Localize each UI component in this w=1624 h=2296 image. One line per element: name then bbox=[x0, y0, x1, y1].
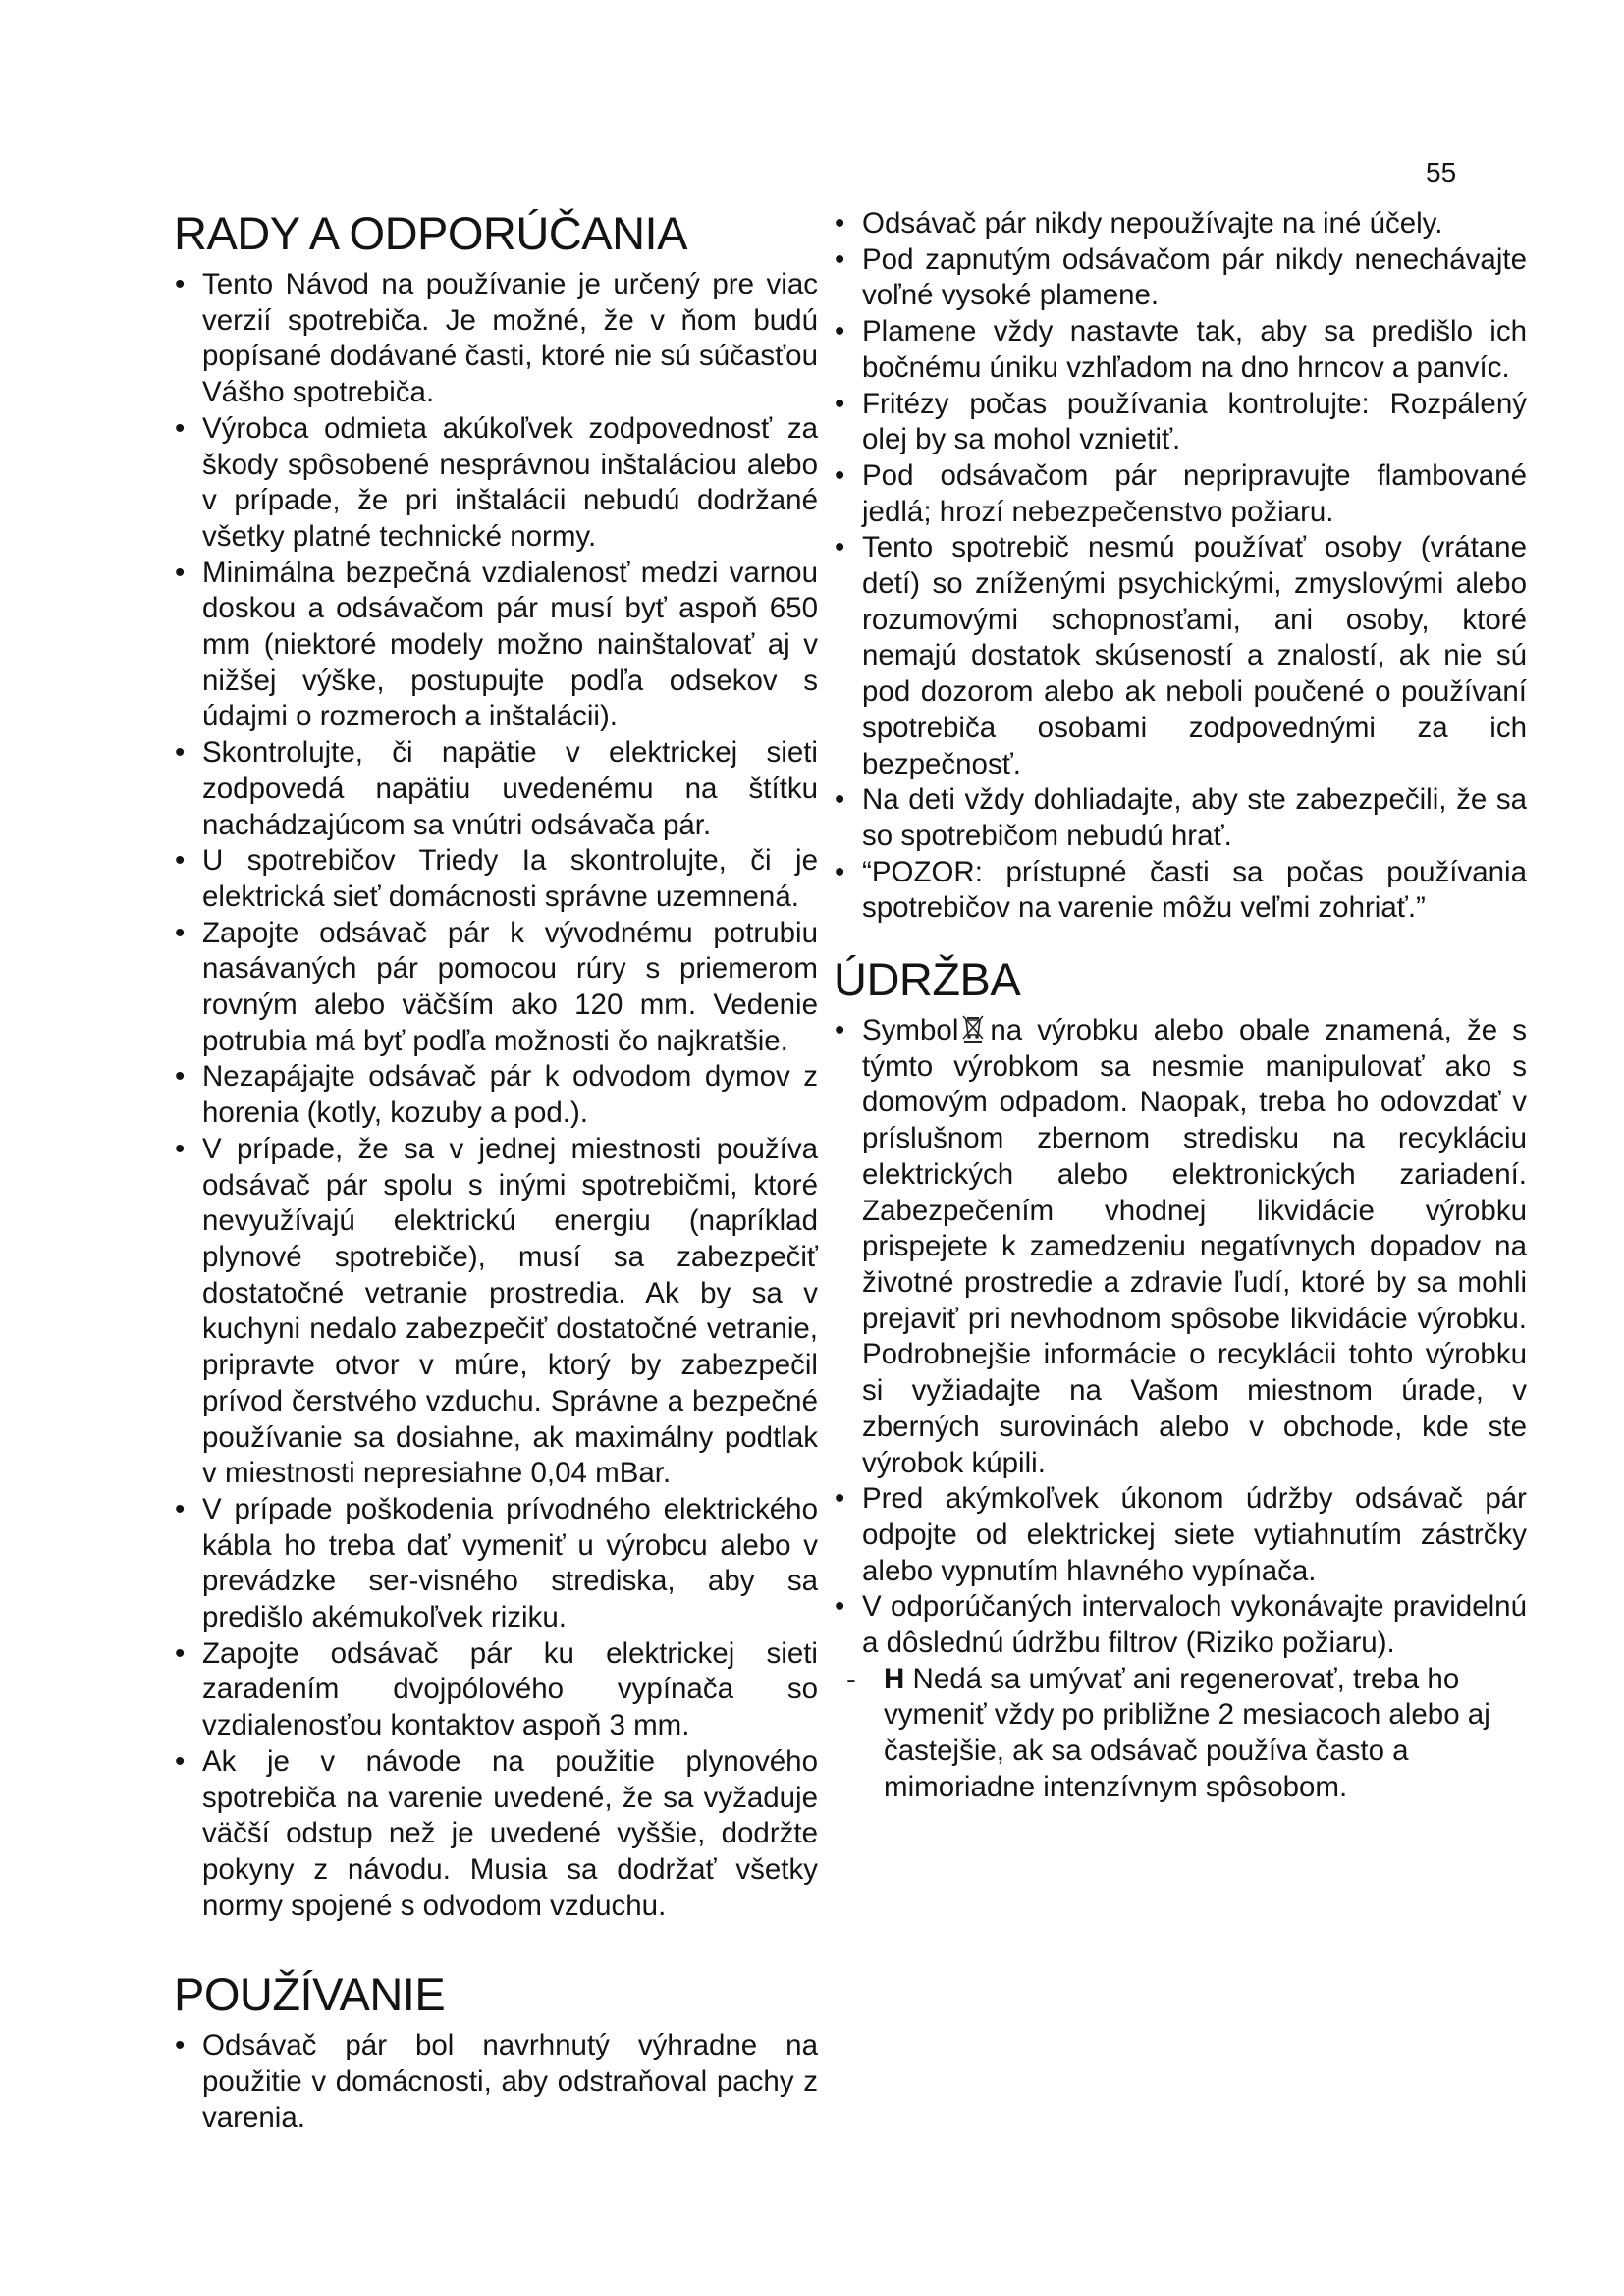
usage-list bbox=[175, 2028, 818, 2136]
section-heading-maintenance: ÚDRŽBA bbox=[834, 953, 1021, 1006]
list-item: • Ak je v návode na použitie plynového spotrebiča na varenie uvedené, že sa vyžaduje väčší odstup než je uvedené vyššie, dodržte pokyny z návodu. Musia sa dodržať všetky normy spojené s odvodom vzduchu. bbox=[175, 1744, 818, 1925]
list-item: • “POZOR: prístupné časti sa počas používania spotrebičov na varenie môžu veľmi zohriať.” bbox=[835, 855, 1527, 927]
list-item: • Zapojte odsávač pár k vývodnému potrubiu nasávaných pár pomocou rúry s priemerom rovným alebo väčším ako 120 mm. Vedenie potrubia má byť podľa možnosti čo najkratšie. bbox=[175, 916, 818, 1060]
list-item: • Nezapájajte odsávač pár k odvodom dymov z horenia (kotly, kozuby a pod.). bbox=[175, 1059, 818, 1131]
list-item: • Tento Návod na používanie je určený pre viac verzií spotrebiča. Je možné, že v ňom budú popísané dodávané časti, ktoré nie sú súčasťou Vášho spotrebiča. bbox=[175, 267, 818, 411]
list-item: • Výrobca odmieta akúkoľvek zodpovednosť za škody spôsobené nesprávnou inštaláciou alebo v prípade, že pri inštalácii nebudú dodržané všetky platné technické normy. bbox=[175, 411, 818, 556]
dash-mark: - bbox=[846, 1662, 856, 1695]
list-item: • Tento spotrebič nesmú používať osoby (vrátane detí) so zníženými psychickými, zmyslovými alebo rozumovými schopnosťami, ani osoby, ktoré nemajú dostatok skúseností a znalostí, ak nie sú pod dozorom alebo ak neboli poučené o používaní spotrebiča osobami zodpovednými za ich bezpečnosť. bbox=[835, 530, 1527, 782]
list-item: • Odsávač pár nikdy nepoužívajte na iné účely. bbox=[835, 206, 1527, 242]
maintenance-list bbox=[835, 1013, 1527, 1805]
left-column bbox=[175, 206, 818, 2136]
list-item: • Zapojte odsávač pár ku elektrickej sieti zaradením dvojpólového vypínača so vzdialenosťou kontaktov aspoň 3 mm. bbox=[175, 1636, 818, 1744]
list-item: • V prípade, že sa v jednej miestnosti používa odsávač pár spolu s inými spotrebičmi, ktoré nevyužívajú elektrickú energiu (napríklad plynové spotrebiče), musí sa zabezpečiť dostatočné vetranie prostredia. Ak by sa v kuchyni nedalo zabezpečiť dostatočné vetranie, pripravte otvor v múre, ktorý by zabezpečil prívod čerstvého vzduchu. Správne a bezpečné používanie sa dosiahne, ak maximálny podtlak v miestnosti nepresiahne 0,04 mBar. bbox=[175, 1132, 818, 1492]
symbol-pre-text: Symbol bbox=[862, 1014, 959, 1047]
list-item: • Pod zapnutým odsávačom pár nikdy nenechávajte voľné vysoké plamene. bbox=[835, 242, 1527, 314]
filter-h-item bbox=[835, 1662, 1527, 1806]
symbol-post-text: na výrobku alebo obale znamená, že s týmto výrobkom sa nesmie manipulovať ako s domovým odpadom. Naopak, treba ho odovzdať v príslušnom zbernom stredisku na recykláciu elektrických alebo elektronických zariadení. Zabezpečením vhodnej likvidácie výrobku prispejete k zamedzeniu negatívnych dopadov na životné prostredie a zdravie ľudí, ktoré by sa mohli prejaviť pri nevhodnom spôsobe likvidácie výrobku. Podrobnejšie informácie o recyklácii tohto výrobku si vyžiadajte na Vašom miestnom úrade, v zberných surovinách alebo v obchode, kde ste výrobok kúpili. bbox=[862, 1014, 1527, 1479]
list-item-weee bbox=[835, 1013, 1527, 1481]
list-item: • Skontrolujte, či napätie v elektrickej sieti zodpovedá napätiu uvedenému na štítku nachádzajúcom sa vnútri odsávača pár. bbox=[175, 735, 818, 843]
safety-list bbox=[835, 206, 1527, 927]
tips-list bbox=[175, 267, 818, 1924]
list-item: • Pod odsávačom pár nepripravujte flambované jedlá; hrozí nebezpečenstvo požiaru. bbox=[835, 458, 1527, 530]
list-item: • V prípade poškodenia prívodného elektrického kábla ho treba dať vymeniť u výrobcu alebo v prevádzke ser-visného strediska, aby sa predišlo akémukoľvek riziku. bbox=[175, 1492, 818, 1636]
filter-text: Nedá sa umývať ani regenerovať, treba ho vymeniť vždy po približne 2 mesiacoch alebo aj častejšie, ak sa odsávač používa často a mimoriadne intenzívnym spôsobom. bbox=[884, 1662, 1490, 1803]
list-item: • Minimálna bezpečná vzdialenosť medzi varnou doskou a odsávačom pár musí byť aspoň 650 mm (niektoré modely možno nainštalovať aj v nižšej výške, postupujte podľa odsekov s údajmi o rozmeroch a inštalácii). bbox=[175, 556, 818, 736]
right-column bbox=[835, 206, 1527, 1806]
filter-code: H bbox=[884, 1662, 905, 1695]
list-item: • Plamene vždy nastavte tak, aby sa predišlo ich bočnému úniku vzhľadom na dno hrncov a panvíc. bbox=[835, 314, 1527, 386]
section-heading-usage: POUŽÍVANIE bbox=[174, 1968, 446, 2021]
list-item: • U spotrebičov Triedy Ia skontrolujte, či je elektrická sieť domácnosti správne uzemnená. bbox=[175, 843, 818, 915]
list-item: • Na deti vždy dohliadajte, aby ste zabezpečili, že sa so spotrebičom nebudú hrať. bbox=[835, 782, 1527, 854]
crossed-out-wheelie-bin-icon bbox=[960, 1014, 986, 1043]
list-item: • Odsávač pár bol navrhnutý výhradne na použitie v domácnosti, aby odstraňoval pachy z varenia. bbox=[175, 2028, 818, 2136]
page-number: 55 bbox=[1426, 157, 1457, 187]
section-heading-tips: RADY A ODPORÚČANIA bbox=[174, 207, 687, 259]
list-item: • Fritézy počas používania kontrolujte: Rozpálený olej by sa mohol vznietiť. bbox=[835, 387, 1527, 458]
list-item: • V odporúčaných intervaloch vykonávajte pravidelnú a dôslednú údržbu filtrov (Riziko požiaru). bbox=[835, 1589, 1527, 1661]
list-item: • Pred akýmkoľvek úkonom údržby odsávač pár odpojte od elektrickej siete vytiahnutím zástrčky alebo vypnutím hlavného vypínača. bbox=[835, 1481, 1527, 1589]
